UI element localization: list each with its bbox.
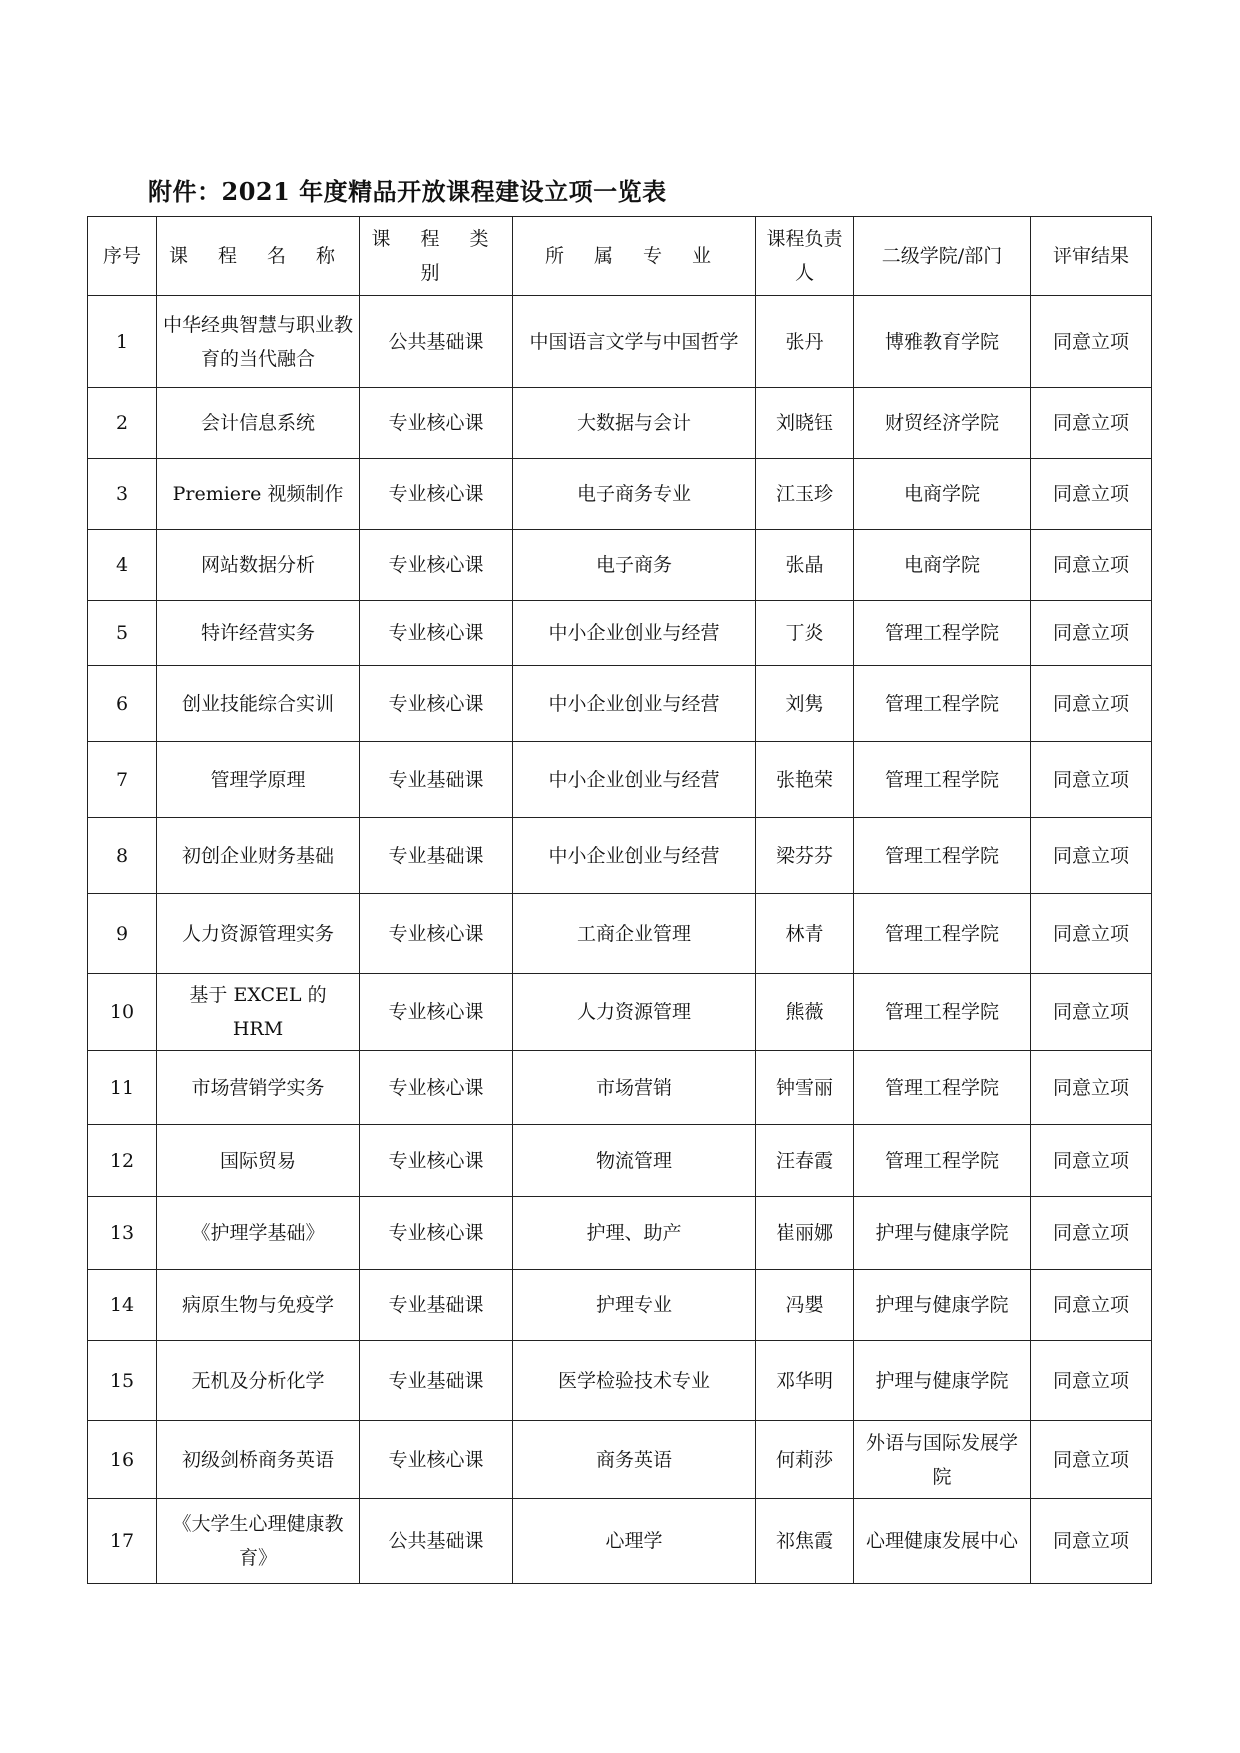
course-name-cell: 《大学生心理健康教育》 [157,1499,360,1584]
course-lead-cell: 刘晓钰 [756,388,854,459]
major-cell: 电子商务 [513,530,756,601]
course-category-cell: 专业核心课 [360,1421,513,1499]
course-name-cell: 无机及分析化学 [157,1341,360,1421]
course-lead-cell: 江玉珍 [756,459,854,530]
review-result-cell: 同意立项 [1031,1125,1152,1197]
course-lead-cell: 张丹 [756,296,854,388]
college-cell: 财贸经济学院 [854,388,1031,459]
major-cell: 大数据与会计 [513,388,756,459]
review-result-cell: 同意立项 [1031,296,1152,388]
table-body [88,296,1152,1584]
college-cell: 管理工程学院 [854,666,1031,742]
table-row [88,1270,1152,1341]
header-course-category: 课 程 类 别 [360,217,513,296]
course-lead-cell: 熊薇 [756,974,854,1051]
college-cell: 护理与健康学院 [854,1197,1031,1270]
course-category-cell: 专业核心课 [360,1125,513,1197]
table-row [88,1499,1152,1584]
review-result-cell: 同意立项 [1031,601,1152,666]
college-cell: 管理工程学院 [854,894,1031,974]
course-lead-cell: 汪春霞 [756,1125,854,1197]
college-cell: 管理工程学院 [854,974,1031,1051]
table-row [88,1197,1152,1270]
major-cell: 中小企业创业与经营 [513,742,756,818]
course-lead-cell: 邓华明 [756,1341,854,1421]
table-row [88,296,1152,388]
review-result-cell: 同意立项 [1031,666,1152,742]
course-lead-cell: 钟雪丽 [756,1051,854,1125]
review-result-cell: 同意立项 [1031,1341,1152,1421]
college-cell: 护理与健康学院 [854,1270,1031,1341]
college-cell: 博雅教育学院 [854,296,1031,388]
course-category-cell: 专业核心课 [360,666,513,742]
course-category-cell: 专业基础课 [360,742,513,818]
row-index-cell: 2 [88,388,157,459]
course-name-cell: Premiere 视频制作 [157,459,360,530]
major-cell: 物流管理 [513,1125,756,1197]
review-result-cell: 同意立项 [1031,388,1152,459]
table-row [88,459,1152,530]
course-name-cell: 管理学原理 [157,742,360,818]
course-category-cell: 专业核心课 [360,388,513,459]
major-cell: 中小企业创业与经营 [513,601,756,666]
course-name-cell: 会计信息系统 [157,388,360,459]
major-cell: 电子商务专业 [513,459,756,530]
table-row [88,666,1152,742]
table-row [88,1125,1152,1197]
major-cell: 心理学 [513,1499,756,1584]
course-name-cell: 初创企业财务基础 [157,818,360,894]
row-index-cell: 14 [88,1270,157,1341]
row-index-cell: 9 [88,894,157,974]
major-cell: 护理、助产 [513,1197,756,1270]
major-cell: 中国语言文学与中国哲学 [513,296,756,388]
row-index-cell: 1 [88,296,157,388]
course-lead-cell: 丁炎 [756,601,854,666]
course-lead-cell: 林青 [756,894,854,974]
course-lead-cell: 张晶 [756,530,854,601]
table-row [88,1341,1152,1421]
college-cell: 管理工程学院 [854,742,1031,818]
review-result-cell: 同意立项 [1031,1421,1152,1499]
document-title: 附件：2021 年度精品开放课程建设立项一览表 [148,177,667,206]
college-cell: 管理工程学院 [854,818,1031,894]
header-review-result: 评审结果 [1031,217,1152,296]
college-cell: 护理与健康学院 [854,1341,1031,1421]
row-index-cell: 6 [88,666,157,742]
row-index-cell: 17 [88,1499,157,1584]
table-row [88,742,1152,818]
major-cell: 商务英语 [513,1421,756,1499]
row-index-cell: 15 [88,1341,157,1421]
table-row [88,388,1152,459]
course-lead-cell: 张艳荣 [756,742,854,818]
course-category-cell: 专业核心课 [360,894,513,974]
major-cell: 人力资源管理 [513,974,756,1051]
course-category-cell: 专业核心课 [360,530,513,601]
major-cell: 护理专业 [513,1270,756,1341]
college-cell: 外语与国际发展学院 [854,1421,1031,1499]
row-index-cell: 11 [88,1051,157,1125]
review-result-cell: 同意立项 [1031,1499,1152,1584]
course-project-table [87,216,1152,1584]
course-name-cell: 创业技能综合实训 [157,666,360,742]
table-header-row [88,217,1152,296]
course-name-cell: 基于 EXCEL 的 HRM [157,974,360,1051]
table-row [88,818,1152,894]
course-category-cell: 专业基础课 [360,818,513,894]
major-cell: 医学检验技术专业 [513,1341,756,1421]
college-cell: 电商学院 [854,459,1031,530]
row-index-cell: 5 [88,601,157,666]
major-cell: 工商企业管理 [513,894,756,974]
review-result-cell: 同意立项 [1031,894,1152,974]
row-index-cell: 10 [88,974,157,1051]
review-result-cell: 同意立项 [1031,1051,1152,1125]
table-row [88,1421,1152,1499]
course-category-cell: 专业基础课 [360,1341,513,1421]
course-name-cell: 人力资源管理实务 [157,894,360,974]
header-college: 二级学院/部门 [854,217,1031,296]
course-name-cell: 病原生物与免疫学 [157,1270,360,1341]
course-category-cell: 专业基础课 [360,1270,513,1341]
course-name-cell: 中华经典智慧与职业教育的当代融合 [157,296,360,388]
course-lead-cell: 冯嬰 [756,1270,854,1341]
header-index: 序号 [88,217,157,296]
table-row [88,1051,1152,1125]
table-row [88,894,1152,974]
row-index-cell: 4 [88,530,157,601]
course-lead-cell: 祁焦霞 [756,1499,854,1584]
course-name-cell: 市场营销学实务 [157,1051,360,1125]
review-result-cell: 同意立项 [1031,1270,1152,1341]
course-lead-cell: 崔丽娜 [756,1197,854,1270]
course-category-cell: 公共基础课 [360,296,513,388]
major-cell: 中小企业创业与经营 [513,818,756,894]
course-category-cell: 专业核心课 [360,601,513,666]
review-result-cell: 同意立项 [1031,818,1152,894]
college-cell: 心理健康发展中心 [854,1499,1031,1584]
row-index-cell: 12 [88,1125,157,1197]
table-row [88,530,1152,601]
course-name-cell: 初级剑桥商务英语 [157,1421,360,1499]
course-category-cell: 专业核心课 [360,1051,513,1125]
row-index-cell: 8 [88,818,157,894]
row-index-cell: 16 [88,1421,157,1499]
course-lead-cell: 刘隽 [756,666,854,742]
college-cell: 管理工程学院 [854,1051,1031,1125]
header-course-lead: 课程负责人 [756,217,854,296]
review-result-cell: 同意立项 [1031,530,1152,601]
college-cell: 管理工程学院 [854,601,1031,666]
course-category-cell: 专业核心课 [360,459,513,530]
course-name-cell: 国际贸易 [157,1125,360,1197]
header-major: 所 属 专 业 [513,217,756,296]
course-name-cell: 《护理学基础》 [157,1197,360,1270]
course-name-cell: 网站数据分析 [157,530,360,601]
row-index-cell: 13 [88,1197,157,1270]
course-category-cell: 专业核心课 [360,1197,513,1270]
review-result-cell: 同意立项 [1031,459,1152,530]
table-row [88,974,1152,1051]
row-index-cell: 3 [88,459,157,530]
header-course-name: 课 程 名 称 [157,217,360,296]
major-cell: 中小企业创业与经营 [513,666,756,742]
course-name-cell: 特许经营实务 [157,601,360,666]
course-category-cell: 专业核心课 [360,974,513,1051]
review-result-cell: 同意立项 [1031,1197,1152,1270]
course-lead-cell: 何莉莎 [756,1421,854,1499]
course-category-cell: 公共基础课 [360,1499,513,1584]
review-result-cell: 同意立项 [1031,742,1152,818]
review-result-cell: 同意立项 [1031,974,1152,1051]
course-lead-cell: 梁芬芬 [756,818,854,894]
table-row [88,601,1152,666]
college-cell: 管理工程学院 [854,1125,1031,1197]
major-cell: 市场营销 [513,1051,756,1125]
row-index-cell: 7 [88,742,157,818]
college-cell: 电商学院 [854,530,1031,601]
